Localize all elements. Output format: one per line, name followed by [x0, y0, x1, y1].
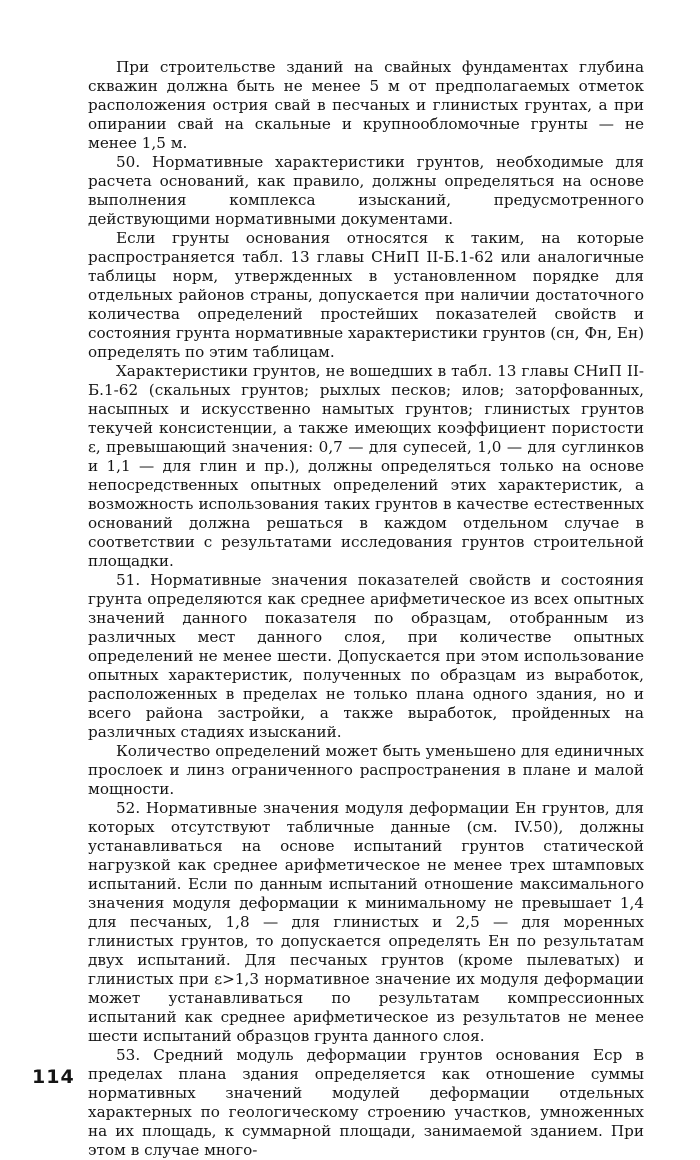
paragraph-soil-characteristics: Характеристики грунтов, не вошедших в табл. 13 главы СНиП II-Б.1-62 (скальных грунтов; рыхлых песков; илов; заторфованных, насыпных и искусственно намытых грунтов; глинистых грунтов текучей консистенции, а также имеющих коэффициент пористости ε, превышающий значения: 0,7 — для супесей, 1,0 — для суглинков и 1,1 — для глин и пр.), должны определяться только на основе непосредственных опытных определений этих характеристик, а возможность использования таких грунтов в качестве естественных оснований должна решаться в каждом отдельном случае в соответствии с результатами исследования грунтов строительной площадки. — [88, 362, 644, 570]
paragraph-table-13: Если грунты основания относятся к таким, на которые распространяется табл. 13 главы СНиП II-Б.1-62 или аналогичные таблицы норм, утвержденных в установленном порядке для отдельных районов страны, допускается при наличии достаточного количества определений простейших показателей свойств и состояния грунта нормативные характеристики грунтов (cн, Фн, Eн) определять по этим таблицам. — [88, 229, 644, 361]
page-number: 114 — [32, 1066, 75, 1088]
paragraph-determinations-count: Количество определений может быть уменьшено для единичных прослоек и линз ограниченного распространения в плане и малой мощности. — [88, 742, 644, 798]
paragraph-pile-foundations: При строительстве зданий на свайных фундаментах глубина скважин должна быть не менее 5 м от предполагаемых отметок расположения острия свай в песчаных и глинистых грунтах, а при опирании свай на скальные и крупнообломочные грунты — не менее 1,5 м. — [88, 58, 644, 152]
paragraph-53: 53. Средний модуль деформации грунтов основания Eср в пределах плана здания определяется как отношение суммы нормативных значений модулей деформации отдельных характерных по геологическому строению участков, умноженных на их площадь, к суммарной площади, занимаемой зданием. При этом в случае много- — [88, 1046, 644, 1159]
paragraph-50: 50. Нормативные характеристики грунтов, необходимые для расчета оснований, как правило, должны определяться на основе выполнения комплекса изысканий, предусмотренного действующими нормативными документами. — [88, 153, 644, 228]
page-body — [88, 58, 644, 1160]
paragraph-51: 51. Нормативные значения показателей свойств и состояния грунта определяются как среднее арифметическое из всех опытных значений данного показателя по образцам, отобранным из различных мест данного слоя, при количестве опытных определений не менее шести. Допускается при этом использование опытных характеристик, полученных по образцам из выработок, расположенных в пределах не только плана одного здания, но и всего района застройки, а также выработок, пройденных на различных стадиях изысканий. — [88, 571, 644, 741]
paragraph-52: 52. Нормативные значения модуля деформации Eн грунтов, для которых отсутствуют табличные данные (см. IV.50), должны устанавливаться на основе испытаний грунтов статической нагрузкой как среднее арифметическое не менее трех штамповых испытаний. Если по данным испытаний отношение максимального значения модуля деформации к минимальному не превышает 1,4 для песчаных, 1,8 — для глинистых и 2,5 — для моренных глинистых грунтов, то допускается определять Eн по результатам двух испытаний. Для песчаных грунтов (кроме пылеватых) и глинистых при ε>1,3 нормативное значение их модуля деформации может устанавливаться по результатам компрессионных испытаний как среднее арифметическое из результатов не менее шести испытаний образцов грунта данного слоя. — [88, 799, 644, 1045]
